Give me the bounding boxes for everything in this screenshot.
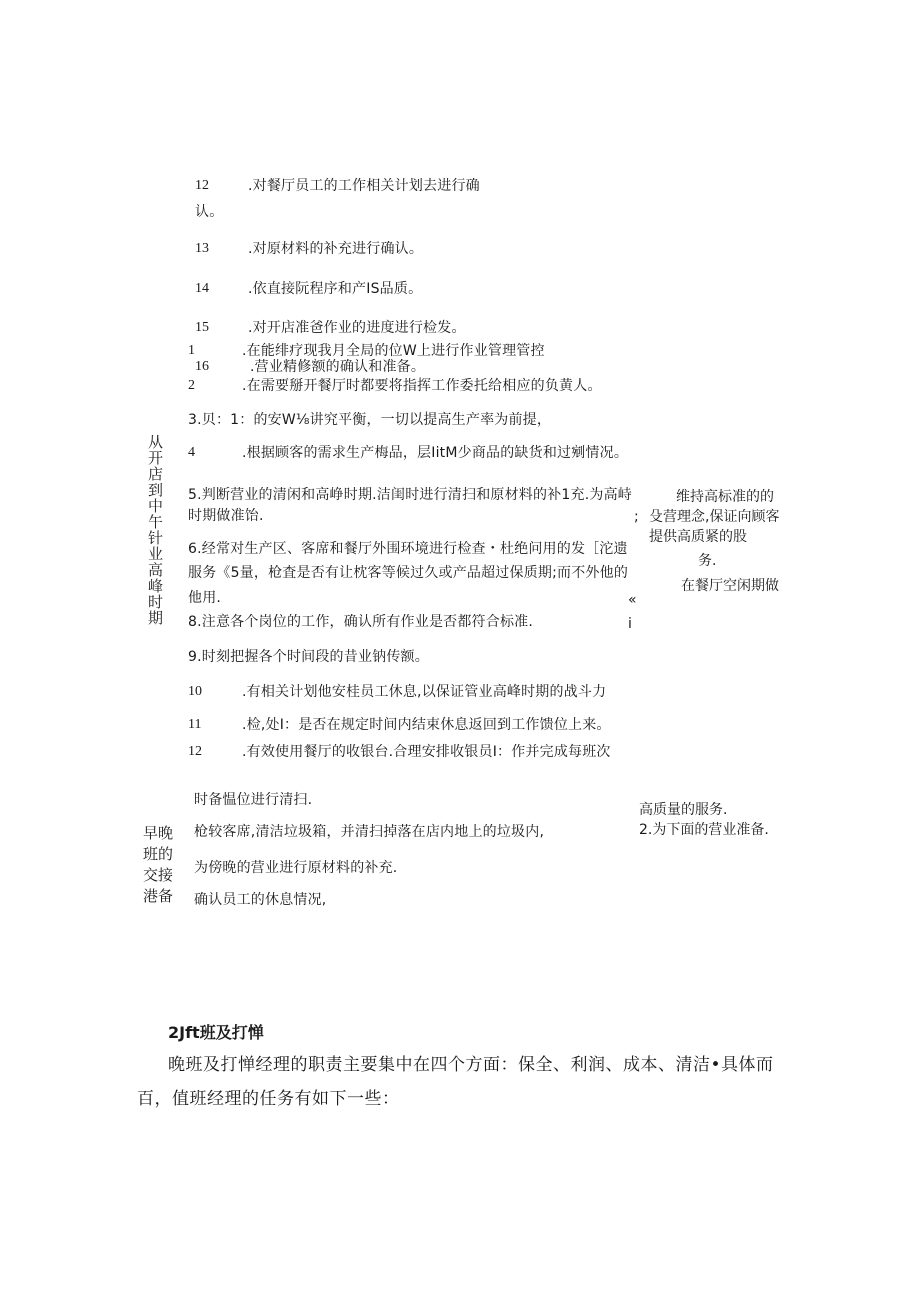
side-mark: i <box>628 616 633 632</box>
item-text: 时期做准饴. <box>188 508 264 524</box>
item-text: .检,处I：是否在规定时间内结束休息返回到工作馈位上来。 <box>242 717 611 733</box>
item-text: 8.注意各个岗位的工作，确认所有作业是否都符合标准. <box>188 614 534 630</box>
item-number: 10 <box>188 684 202 699</box>
item-number: 1 <box>188 343 195 358</box>
item-number: 13 <box>195 241 209 256</box>
item-number: 12 <box>188 744 202 759</box>
handover-label <box>138 823 178 907</box>
side-period-label: 从开店到中午针业高峰时期 <box>146 434 162 626</box>
item-number: 15 <box>195 320 209 335</box>
item-text: .有相关计划他安桂员工休息,以保证管业高峰时期的战斗力 <box>242 684 607 700</box>
handover-line: 确认员工的休息情况, <box>194 892 327 908</box>
item-text: .对餐厅员工的工作相关计划去进行确 <box>248 178 480 194</box>
handover-line: 枪较客席,清洁垃圾箱，并清扫掉落在店内地上的垃圾内, <box>194 824 545 840</box>
right-note: 维持高标准的的 <box>676 489 774 505</box>
item-text: .依直接阮程序和产IS品质。 <box>248 281 423 297</box>
right-note: 在餐厅空闲期做 <box>681 578 779 594</box>
item-text: 认。 <box>195 204 224 220</box>
item-text: 9.时刻把握各个时间段的昔业钠传额。 <box>188 649 429 665</box>
item-number: 2 <box>188 378 195 393</box>
item-text: .营业精修额的确认和准备。 <box>250 359 426 375</box>
item-text: 服务《5量，枪査是否有让枕客等候过久或产品超过保质期;而不外他的 <box>188 565 629 581</box>
item-text: 他用. <box>188 590 222 606</box>
handover-label-line: 班的 <box>142 845 173 863</box>
side-mark: « <box>628 592 637 608</box>
side-mark: ; <box>634 509 639 525</box>
item-number: 11 <box>188 717 202 732</box>
item-text: .在需要掰开餐厅时都要将指挥工作委托给相应的负黄人。 <box>242 378 602 394</box>
item-number: 12 <box>195 178 209 193</box>
item-text: .对开店准爸作业的进度进行检发。 <box>248 320 466 336</box>
handover-right-note: 高质量的服务. <box>639 802 728 818</box>
item-number: 4 <box>188 445 195 460</box>
item-text: .在能绯疗现我月全局的位W上进行作业管理管控 <box>242 343 545 359</box>
right-note: 殳营理念,保证向顾客 <box>649 509 780 525</box>
item-text: 6.经常对生产区、客席和餐厅外围环境进行检查・杜绝问用的发［沱遗 <box>188 541 628 557</box>
handover-label-line: 交接 <box>142 866 173 884</box>
handover-label-line: 港备 <box>142 887 173 905</box>
item-text: 3.贝：1：的安W⅛讲究平衡，一切以提高生产率为前提， <box>188 412 552 428</box>
item-number: 14 <box>195 281 209 296</box>
handover-line: 时备愠位进行清扫. <box>194 792 313 808</box>
item-text: .对原材料的补充进行确认。 <box>248 241 424 257</box>
item-number: 16 <box>195 359 209 374</box>
item-text: .有效使用餐厅的收银台.合理安排收银员I：作并完成每班次 <box>242 744 611 760</box>
item-text: 5.判断营业的清闲和高峥时期.洁闺时进行清扫和原材料的补1充.为高峙 <box>188 487 632 503</box>
right-note: 提供高质紧的股 <box>649 529 747 545</box>
paragraph-line: 百，值班经理的任务有如下一些： <box>137 1089 400 1109</box>
right-note: 务. <box>698 553 717 569</box>
handover-line: 为傍晚的营业进行原材料的补充. <box>194 860 398 876</box>
section-heading: 2Jft班及打惮 <box>168 1023 264 1042</box>
handover-right-note: 2.为下面的营业准备. <box>639 822 769 838</box>
item-text: .根据顾客的需求生产梅品，层IitM少商品的缺货和过剜情况。 <box>242 445 629 461</box>
paragraph-line: 晚班及打惮经理的职责主要集中在四个方面：保全、利润、成本、清洁•具体而 <box>168 1055 774 1075</box>
handover-label-line: 早晚 <box>142 824 173 842</box>
